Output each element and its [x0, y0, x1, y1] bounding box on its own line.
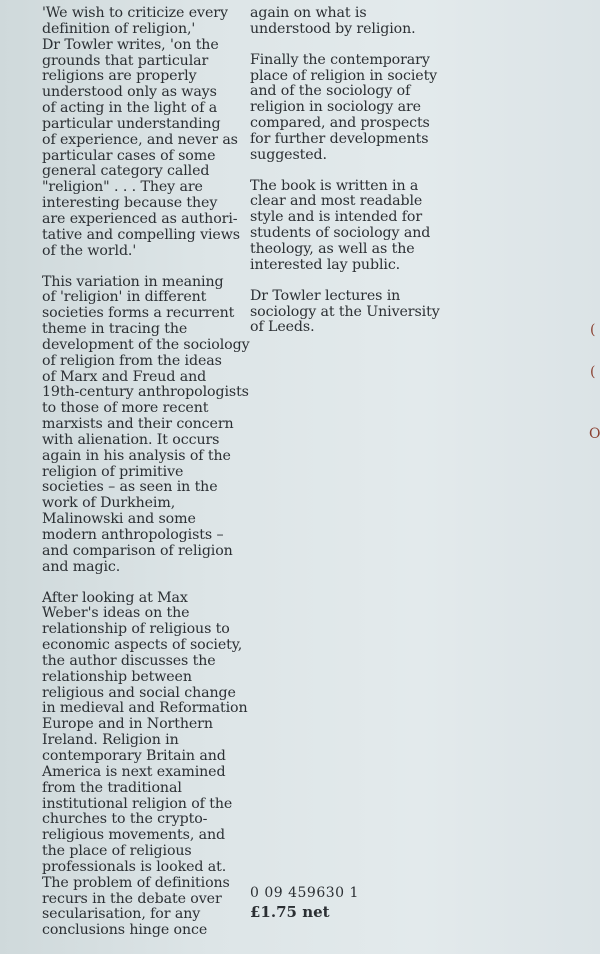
text-line: work of Durkheim,	[42, 495, 176, 512]
text-line: of acting in the light of a	[42, 100, 218, 117]
text-line: Weber's ideas on the	[42, 605, 190, 622]
text-line: religious movements, and	[42, 827, 226, 844]
text-line: After looking at Max	[42, 589, 188, 606]
text-line: of religion from the ideas	[42, 352, 222, 369]
text-line: development of the sociology	[42, 336, 250, 353]
text-line: institutional religion of the	[42, 795, 233, 812]
text-line: conclusions hinge once	[42, 922, 208, 939]
text-line: and magic.	[42, 558, 121, 575]
text-line: compared, and prospects	[250, 115, 430, 132]
edge-mark: (	[590, 322, 596, 338]
text-line: marxists and their concern	[42, 416, 234, 433]
text-line: The problem of definitions	[42, 874, 230, 891]
text-line: contemporary Britain and	[42, 747, 226, 764]
text-line: religious and social change	[42, 684, 236, 701]
text-line: professionals is looked at.	[42, 858, 227, 875]
price-label: £1.75 net	[250, 903, 330, 921]
text-line: to those of more recent	[42, 400, 209, 417]
text-line: Finally the contemporary	[250, 51, 430, 68]
text-line: relationship between	[42, 668, 192, 685]
text-line: relationship of religious to	[42, 621, 230, 638]
right-text-column	[250, 6, 450, 351]
edge-mark: O	[589, 426, 600, 442]
text-line: place of religion in society	[250, 67, 438, 84]
text-line: understood only as ways	[42, 84, 217, 101]
text-line: sociology at the University	[250, 303, 440, 320]
text-line: Dr Towler writes, 'on the	[42, 36, 219, 53]
text-line: Dr Towler lectures in	[250, 287, 401, 304]
text-line: "religion" . . . They are	[42, 179, 203, 196]
isbn-number: 0 09 459630 1	[250, 885, 359, 901]
text-line: theme in tracing the	[42, 321, 188, 338]
text-line: general category called	[42, 163, 210, 180]
text-line: Europe and in Northern	[42, 716, 213, 733]
text-line: of experience, and never as	[42, 131, 238, 148]
text-line: tative and compelling views	[42, 226, 240, 243]
author-bio-paragraph	[250, 289, 450, 337]
text-line: and of the sociology of	[250, 83, 411, 100]
text-line: again in his analysis of the	[42, 447, 231, 464]
edge-mark: (	[590, 364, 596, 380]
text-line: with alienation. It occurs	[42, 431, 220, 448]
variation-paragraph	[42, 273, 250, 576]
text-line: recurs in the debate over	[42, 890, 222, 907]
quote-paragraph	[42, 6, 242, 260]
text-line: particular understanding	[42, 115, 221, 132]
text-line: Malinowski and some	[42, 511, 196, 528]
text-line: of Leeds.	[250, 319, 315, 336]
continuation-paragraph	[250, 6, 450, 38]
text-line: the place of religious	[42, 843, 192, 860]
text-line: societies forms a recurrent	[42, 305, 235, 322]
text-line: from the traditional	[42, 779, 182, 796]
text-line: are experienced as authori-	[42, 210, 238, 227]
text-line: the author discusses the	[42, 652, 216, 669]
text-line: The book is written in a	[250, 177, 419, 194]
text-line: grounds that particular	[42, 52, 209, 69]
text-line: in medieval and Reformation	[42, 700, 248, 717]
text-line: students of sociology and	[250, 225, 431, 242]
text-line: interesting because they	[42, 195, 218, 212]
text-line: of Marx and Freud and	[42, 368, 207, 385]
text-line: churches to the crypto-	[42, 811, 208, 828]
text-line: modern anthropologists –	[42, 527, 224, 543]
text-line: clear and most readable	[250, 193, 423, 210]
text-line: and comparison of religion	[42, 542, 233, 559]
text-line: of the world.'	[42, 242, 137, 259]
text-line: This variation in meaning	[42, 273, 224, 290]
text-line: Ireland. Religion in	[42, 732, 179, 749]
text-line: understood by religion.	[250, 20, 416, 37]
text-line: secularisation, for any	[42, 906, 201, 923]
text-line: religion in sociology are	[250, 99, 421, 116]
text-line: particular cases of some	[42, 147, 216, 164]
text-line: again on what is	[250, 5, 367, 21]
text-line: theology, as well as the	[250, 240, 415, 257]
text-line: suggested.	[250, 146, 327, 163]
weber-paragraph	[42, 589, 248, 940]
text-line: America is next examined	[42, 763, 226, 780]
text-line: of 'religion' in different	[42, 289, 207, 306]
left-text-column	[42, 5, 250, 954]
text-line: 19th-century anthropologists	[42, 384, 249, 401]
text-line: religion of primitive	[42, 463, 184, 480]
text-line: economic aspects of society,	[42, 637, 243, 654]
text-line: interested lay public.	[250, 256, 401, 273]
text-line: 'We wish to criticize every	[42, 5, 228, 21]
text-line: societies – as seen in the	[42, 479, 218, 496]
style-paragraph	[250, 179, 450, 274]
finally-paragraph	[250, 53, 450, 164]
text-line: definition of religion,'	[42, 20, 196, 37]
text-line: for further developments	[250, 130, 429, 147]
text-line: religions are properly	[42, 68, 197, 85]
text-line: style and is intended for	[250, 209, 423, 226]
